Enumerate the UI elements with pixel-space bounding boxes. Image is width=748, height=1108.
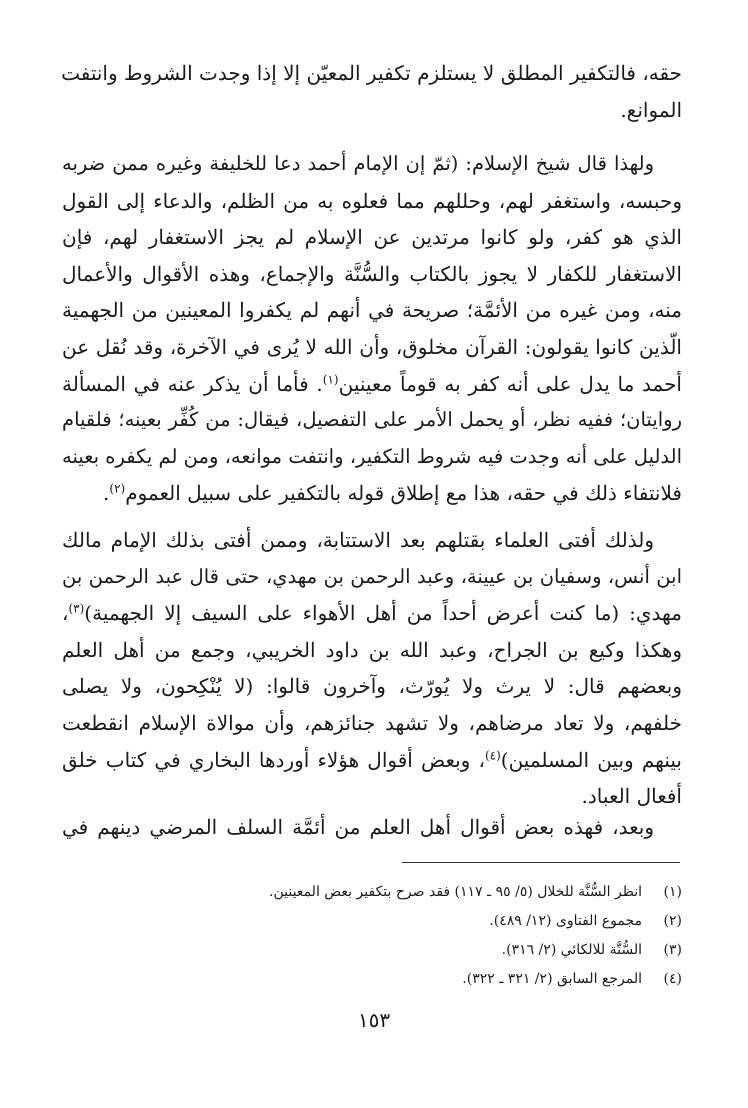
footnote-text: مجموع الفتاوى (١٢/ ٤٨٩). [489, 913, 642, 929]
footnote-divider [402, 862, 680, 863]
text-line: الموانع. [620, 97, 682, 122]
text-segment: ، وبعض أقوال هؤلاء أوردها البخاري في كتاب خلق [62, 747, 485, 772]
footnote-ref-3: (٣) [68, 601, 85, 616]
text-line: الذي هو كفر، ولو كانوا مرتدين عن الإسلام لم يجز الاستغفار لهم، فإن [62, 225, 682, 250]
footnote-item [122, 965, 682, 994]
footnote-item [122, 936, 682, 965]
text-line: الاستغفار للكفار لا يجوز بالكتاب والسُّنَّة والإجماع، وهذه الأقوال والأعمال [62, 261, 682, 286]
paragraph-3 [62, 522, 682, 815]
footnote-number: (٤) [663, 971, 682, 987]
text-line [62, 475, 682, 512]
page-number: ١٥٣ [357, 1008, 391, 1032]
paragraph-2 [62, 146, 682, 512]
text-segment: ، [62, 601, 69, 626]
text-line [62, 366, 682, 403]
footnotes [122, 878, 682, 994]
text-line [62, 742, 682, 779]
footnote-item [122, 878, 682, 907]
text-line: ولهذا قال شيخ الإسلام: (ثمّ إن الإمام أحمد دعا للخليفة وغيره ممن ضربه [62, 152, 654, 175]
footnote-text: انظر السُّنَّة للخلال (٥/ ٩٥ ـ ١١٧) فقد صرح بتكفير بعض المعينين. [269, 884, 642, 900]
footnote-number: (٢) [663, 913, 682, 929]
footnote-number: (١) [663, 884, 682, 900]
text-segment: بينهم وبين المسلمين) [500, 747, 682, 772]
text-line: أفعال العباد. [581, 784, 682, 809]
paragraph-4 [62, 809, 682, 846]
text-segment: فلانتفاء ذلك في حقه، هذا مع إطلاق قوله بالتكفير على سبيل العموم [125, 481, 682, 506]
text-line: الدليل على أنه وجدت فيه شروط التكفير، وانتفت موانعه، ومن لم يكفره بعينه [62, 444, 682, 468]
text-line [62, 595, 682, 632]
text-line: ولذلك أفتى العلماء بقتلهم بعد الاستتابة، وممن أفتى بذلك الإمام مالك [62, 528, 654, 552]
footnote-ref-4: (٤) [484, 747, 501, 762]
footnote-ref-1: (١) [322, 371, 339, 386]
footnote-text: السُّنَّة للالكائي (٢/ ٣١٦). [501, 942, 642, 958]
text-line: منه، ومن غيره من الأئمَّة؛ صريحة في أنهم لم يكفروا المعينين من الجهمية [62, 298, 682, 323]
footnote-item [122, 907, 682, 936]
text-segment: مهدي: (ما كنت أعرض أحداً من أهل الأهواء على السيف إلا الجهمية) [84, 601, 682, 626]
text-line: وحبسه، واستغفر لهم، وحللهم مما فعلوه به من الظلم، والدعاء إلى القول [62, 188, 682, 213]
paragraph-1 [62, 55, 682, 128]
text-line: روايتان؛ ففيه نظر، أو يحمل الأمر على التفصيل، فيقال: من كُفِّر بعينه؛ فلقيام [62, 408, 682, 432]
footnote-ref-2: (٢) [109, 481, 126, 496]
footnote-text: المرجع السابق (٢/ ٣٢١ ـ ٣٢٢). [462, 971, 642, 987]
text-line: وبعد، فهذه بعض أقوال أهل العلم من أئمَّة السلف المرضي دينهم في [62, 815, 654, 839]
text-line: حقه، فالتكفير المطلق لا يستلزم تكفير المعيّن إلا إذا وجدت الشروط وانتفت [61, 61, 682, 85]
text-line: وهكذا وكيع بن الجراح، وعبد الله بن داود الخريبي، وجمع من أهل العلم [62, 637, 682, 662]
text-line: وبعضهم قال: لا يرث ولا يُورّث، وآخرون قالوا: (لا يُنْكِحون، ولا يصلى [62, 674, 682, 699]
text-segment: أحمد ما يدل على أنه كفر به قوماً معينين [338, 371, 682, 396]
footnote-number: (٣) [663, 942, 682, 958]
text-segment: . فأما أن يذكر عنه في المسألة [62, 371, 323, 396]
text-segment: . [103, 481, 110, 506]
text-line: ابن أنس، وسفيان بن عيينة، وعبد الرحمن بن مهدي، حتى قال عبد الرحمن بن [62, 564, 682, 588]
text-line: خلفهم، ولا تعاد مرضاهم، ولا تشهد جنائزهم، وأن موالاة الإسلام انقطعت [62, 710, 682, 735]
text-line: الّذين كانوا يقولون: القرآن مخلوق، وأن الله لا يُرى في الآخرة، وقد نُقل عن [62, 334, 682, 359]
